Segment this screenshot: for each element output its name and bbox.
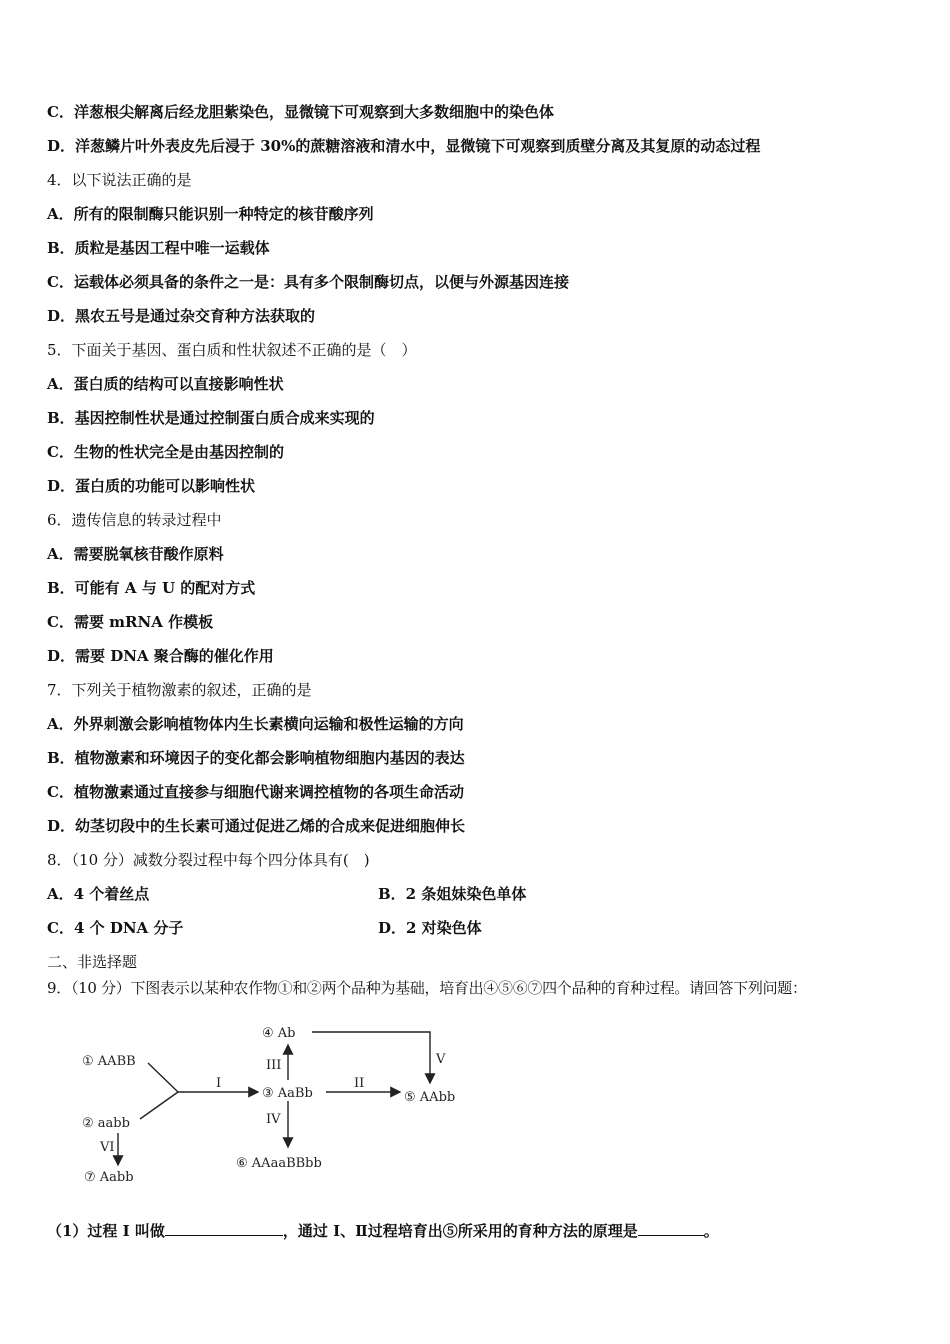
q6-option-b: B．可能有 A 与 U 的配对方式 (47, 579, 256, 597)
q7-option-d: D．幼茎切段中的生长素可通过促进乙烯的合成来促进细胞伸长 (47, 817, 466, 835)
q4-option-d: D．黑农五号是通过杂交育种方法获取的 (47, 307, 316, 325)
q7-stem: 7．下列关于植物激素的叙述，正确的是 (47, 681, 312, 699)
breeding-diagram (70, 1015, 490, 1195)
arrow-process-5 (312, 1032, 430, 1083)
node-6: ⑥ AAaaBBbb (236, 1156, 322, 1171)
node-1: ① AABB (82, 1054, 136, 1069)
label-process-2: II (354, 1076, 365, 1091)
q6-option-a: A．需要脱氧核苷酸作原料 (47, 545, 224, 563)
q5-option-b: B．基因控制性状是通过控制蛋白质合成来实现的 (47, 409, 375, 427)
q9-stem: 9．（10 分）下图表示以某种农作物①和②两个品种为基础，培育出④⑤⑥⑦四个品种的育种过程。请回答下列问题： (47, 979, 807, 997)
q4-stem: 4．以下说法正确的是 (47, 171, 192, 189)
q8-options-row2 (47, 918, 907, 938)
answer-blank-2[interactable] (638, 1220, 704, 1236)
cross-line-1 (148, 1063, 178, 1092)
q5-option-a: A．蛋白质的结构可以直接影响性状 (47, 375, 284, 393)
label-process-4: IV (266, 1112, 281, 1127)
q8-option-b: B．2 条姐妹染色单体 (378, 885, 527, 903)
q4-option-b: B．质粒是基因工程中唯一运载体 (47, 239, 270, 257)
section-heading: 二、非选择题 (47, 953, 138, 971)
label-process-5: V (436, 1052, 446, 1067)
q3-option-d: D．洋葱鳞片叶外表皮先后浸于 30%的蔗糖溶液和清水中，显微镜下可观察到质壁分离及其复原的动态过程 (47, 137, 761, 155)
q8-stem: 8．（10 分）减数分裂过程中每个四分体具有( ) (47, 851, 370, 869)
q9-part-1-text-b: ，通过 I、Ⅱ过程培育出⑤所采用的育种方法的原理是 (282, 1222, 638, 1240)
q5-option-c: C．生物的性状完全是由基因控制的 (47, 443, 284, 461)
label-process-6: VI (100, 1140, 115, 1155)
q8-option-c: C．4 个 DNA 分子 (47, 919, 184, 937)
q8-options-row1 (47, 884, 907, 904)
q8-option-a: A．4 个着丝点 (47, 885, 150, 903)
label-process-1: I (216, 1076, 222, 1091)
q9-part-1-text-c: 。 (703, 1222, 719, 1240)
node-7: ⑦ Aabb (84, 1170, 134, 1185)
node-4: ④ Ab (262, 1026, 296, 1041)
q5-option-d: D．蛋白质的功能可以影响性状 (47, 477, 256, 495)
answer-blank-1[interactable] (165, 1220, 283, 1236)
node-5: ⑤ AAbb (404, 1090, 456, 1105)
q4-option-a: A．所有的限制酶只能识别一种特定的核苷酸序列 (47, 205, 374, 223)
label-process-3: III (266, 1058, 282, 1073)
q7-option-a: A．外界刺激会影响植物体内生长素横向运输和极性运输的方向 (47, 715, 464, 733)
q6-stem: 6．遗传信息的转录过程中 (47, 511, 222, 529)
q9-part-1-text-a: （1）过程 I 叫做 (47, 1222, 165, 1240)
q6-option-c: C．需要 mRNA 作模板 (47, 613, 214, 631)
q6-option-d: D．需要 DNA 聚合酶的催化作用 (47, 647, 274, 665)
q3-option-c: C．洋葱根尖解离后经龙胆紫染色，显微镜下可观察到大多数细胞中的染色体 (47, 103, 554, 121)
q4-option-c: C．运载体必须具备的条件之一是：具有多个限制酶切点，以便与外源基因连接 (47, 273, 569, 291)
q7-option-c: C．植物激素通过直接参与细胞代谢来调控植物的各项生命活动 (47, 783, 464, 801)
q7-option-b: B．植物激素和环境因子的变化都会影响植物细胞内基因的表达 (47, 749, 465, 767)
q9-part-1 (47, 1220, 719, 1241)
q8-option-d: D．2 对染色体 (378, 919, 482, 937)
node-3: ③ AaBb (262, 1086, 313, 1101)
q5-stem: 5．下面关于基因、蛋白质和性状叙述不正确的是（ ） (47, 341, 417, 359)
cross-line-2 (140, 1092, 178, 1119)
node-2: ② aabb (82, 1116, 130, 1131)
